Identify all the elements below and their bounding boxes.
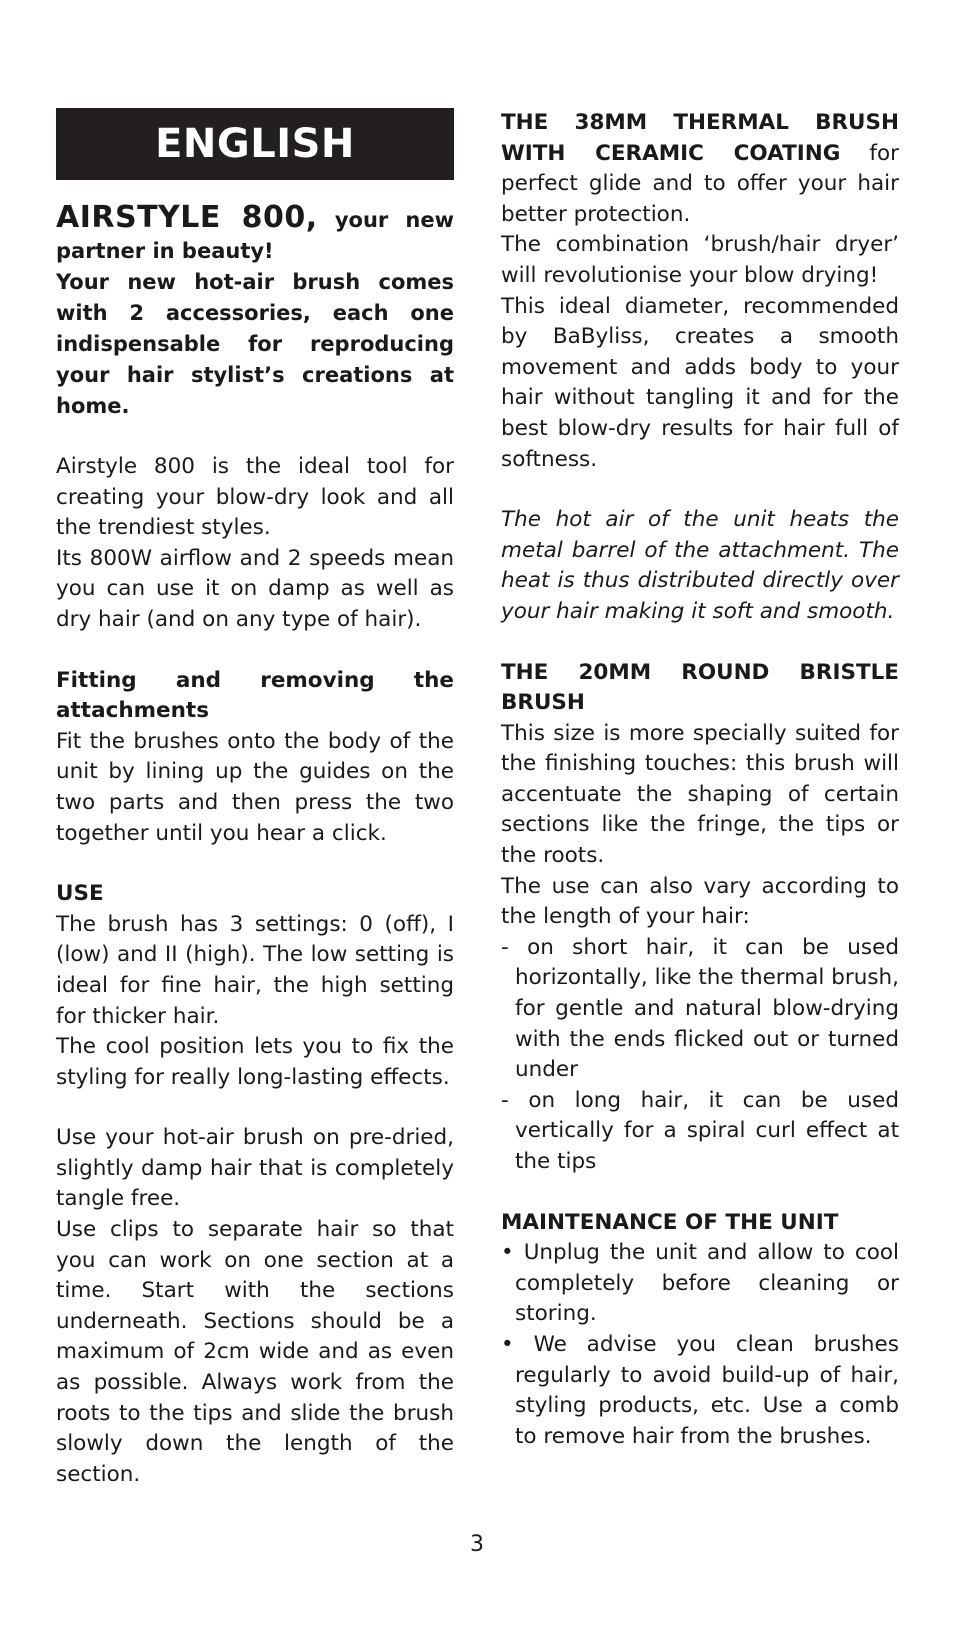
paragraph-hot-air-note: The hot air of the unit heats the metal barrel of the attachment. The heat is thus distributed directly over your hair making it soft and smooth. <box>501 507 899 624</box>
paragraph-airflow: Its 800W airflow and 2 speeds mean you can use it on damp as well as dry hair (and on any type of hair). <box>56 545 454 632</box>
heading-thermal-brush: THE 38MM THERMAL BRUSH WITH CERAMIC COATING <box>501 110 899 166</box>
right-column <box>501 108 899 1452</box>
paragraph-settings: The brush has 3 settings: 0 (off), I (low) and II (high). The low setting is ideal for fine hair, the high setting for thicker hair. <box>56 911 454 1029</box>
heading-fitting: Fitting and removing the attachments <box>56 667 454 724</box>
paragraph-thermal-intro <box>501 108 899 230</box>
bristle-usage-list <box>501 933 899 1178</box>
intro-tagline: your new partner in beauty! <box>56 208 454 263</box>
paragraph-ideal-tool: Airstyle 800 is the ideal tool for creating your blow-dry look and all the trendiest styles. <box>56 454 454 541</box>
list-item: • We advise you clean brushes regularly to avoid build-up of hair, styling products, etc. Use a comb to remove hair from the brushes. <box>501 1331 899 1449</box>
intro-body: Your new hot-air brush comes with 2 accessories, each one indispensable for reproducing your hair stylist’s creations at home. <box>56 270 454 418</box>
product-name: AIRSTYLE 800, <box>56 200 318 235</box>
paragraph-cool-position: The cool position lets you to fix the styling for really long-lasting effects. <box>56 1034 454 1090</box>
left-column <box>56 108 454 1490</box>
maintenance-list <box>501 1238 899 1452</box>
paragraph-combination: The combination ‘brush/hair dryer’ will revolutionise your blow drying! <box>501 232 899 288</box>
paragraph-sections: Use clips to separate hair so that you can work on one section at a time. Start with the sections underneath. Sections should be a maximum of 2cm wide and as even as possible. Always work from the roots to the tips and slide the brush slowly down the length of the section. <box>56 1217 454 1487</box>
heading-bristle-brush: THE 20MM ROUND BRISTLE BRUSH <box>501 659 899 716</box>
intro-heading <box>56 202 454 267</box>
page-number: 3 <box>470 1532 484 1557</box>
list-item: - on short hair, it can be used horizontally, like the thermal brush, for gentle and natural blow-drying with the ends flicked out or turned under <box>501 934 899 1083</box>
paragraph-length: The use can also vary according to the length of your hair: <box>501 873 899 930</box>
thermal-lead: for perfect glide and to offer your hair better protection. <box>501 140 899 227</box>
language-banner: ENGLISH <box>56 108 454 180</box>
list-item: • Unplug the unit and allow to cool completely before cleaning or storing. <box>501 1240 899 1327</box>
heading-maintenance: MAINTENANCE OF THE UNIT <box>501 1209 839 1235</box>
paragraph-pre-dried: Use your hot-air brush on pre-dried, slightly damp hair that is completely tangle free. <box>56 1125 454 1212</box>
paragraph-finishing: This size is more specially suited for the finishing touches: this brush will accentuate the shaping of certain sections like the fringe, the tips or the roots. <box>501 720 899 869</box>
paragraph-diameter: This ideal diameter, recommended by BaByliss, creates a smooth movement and adds body to your hair without tangling it and for the best blow-dry results for hair full of softness. <box>501 293 899 472</box>
paragraph-fitting: Fit the brushes onto the body of the unit by lining up the guides on the two parts and then press the two together until you hear a click. <box>56 728 454 846</box>
heading-use: USE <box>56 881 104 907</box>
list-item: - on long hair, it can be used vertically for a spiral curl effect at the tips <box>501 1087 899 1174</box>
